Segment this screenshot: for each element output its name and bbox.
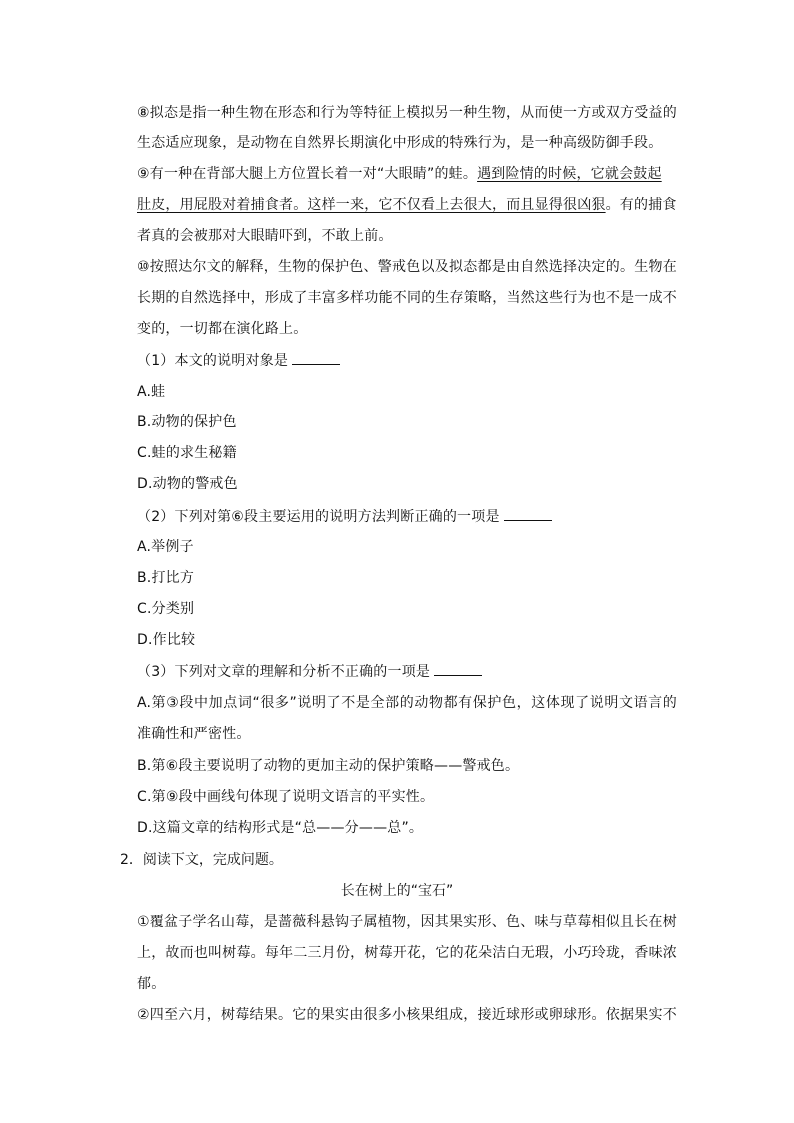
question-1-option-a: A.蛙 [137, 384, 166, 400]
paragraph-9-text: 。有的捕食 [605, 197, 677, 213]
answer-blank [292, 352, 340, 365]
question-3-text: （3）下列对文章的理解和分析不正确的一项是 [137, 664, 431, 680]
article-paragraph-1-line-3: 郁。 [137, 976, 166, 992]
paragraph-8-line-2: 生态适应现象，是动物在自然界长期演化中形成的特殊行为，是一种高级防御手段。 [137, 135, 663, 151]
paragraph-9-text: ⑨有一种在背部大腿上方位置长着一对“大眼睛”的蛙。 [137, 166, 478, 182]
article-paragraph-1-line-1: ①覆盆子学名山莓，是蔷薇科悬钩子属植物，因其果实形、色、味与草莓相似且长在树 [137, 914, 677, 930]
question-1-option-d: D.动物的警戒色 [137, 476, 238, 492]
paragraph-10-line-3: 变的，一切都在演化路上。 [137, 321, 308, 337]
question-1-option-b: B.动物的保护色 [137, 414, 237, 430]
answer-blank [434, 663, 482, 676]
question-2-option-b: B.打比方 [137, 570, 195, 586]
question-2-stem [137, 507, 677, 527]
article-title: 长在树上的“宝石” [340, 883, 454, 899]
question-3-option-d: D.这篇文章的结构形式是“总——分——总”。 [137, 820, 424, 836]
question-2-option-c: C.分类别 [137, 601, 195, 617]
article-paragraph-1-line-2: 上，故而也叫树莓。每年二三月份，树莓开花，它的花朵洁白无瑕，小巧玲珑，香味浓 [137, 945, 677, 961]
question-1-text: （1）本文的说明对象是 [137, 353, 289, 369]
question-3-stem [137, 662, 677, 682]
underlined-sentence-continued: 肚皮，用屁股对着捕食者。这样一来，它不仅看上去很大，而且显得很凶狠 [137, 197, 606, 213]
question-3-option-b: B.第⑥段主要说明了动物的更加主动的保护策略——警戒色。 [137, 758, 520, 774]
paragraph-9-line-2 [137, 195, 677, 215]
question-3-option-c: C.第⑨段中画线句体现了说明文语言的平实性。 [137, 789, 435, 805]
question-3-option-a-line-2: 准确性和严密性。 [137, 726, 251, 742]
question-2-option-a: A.举例子 [137, 539, 194, 555]
question-2-text: （2）下列对第⑥段主要运用的说明方法判断正确的一项是 [137, 509, 500, 525]
paragraph-8-line-1: ⑧拟态是指一种生物在形态和行为等特征上模拟另一种生物，从而使一方或双方受益的 [137, 105, 677, 121]
paragraph-9-line-1 [137, 164, 677, 184]
paragraph-9-line-3: 者真的会被那对大眼睛吓到，不敢上前。 [137, 228, 393, 244]
underlined-sentence: 遇到险情的时候，它就会鼓起 [477, 166, 662, 182]
paragraph-10-line-2: 长期的自然选择中，形成了丰富多样功能不同的生存策略，当然这些行为也不是一成不 [137, 290, 677, 306]
question-2-option-d: D.作比较 [137, 632, 196, 648]
paragraph-10-line-1: ⑩按照达尔文的解释，生物的保护色、警戒色以及拟态都是由自然选择决定的。生物在 [137, 259, 677, 275]
question-3-option-a-line-1: A.第③段中加点词“很多”说明了不是全部的动物都有保护色，这体现了说明文语言的 [137, 695, 677, 711]
article-paragraph-2-line-1: ②四至六月，树莓结果。它的果实由很多小核果组成，接近球形或卵球形。依据果实不 [137, 1007, 677, 1023]
question-2-heading: 2．阅读下文，完成问题。 [120, 852, 283, 868]
answer-blank [504, 508, 552, 521]
question-1-stem [137, 351, 677, 371]
question-1-option-c: C.蛙的求生秘籍 [137, 445, 237, 461]
